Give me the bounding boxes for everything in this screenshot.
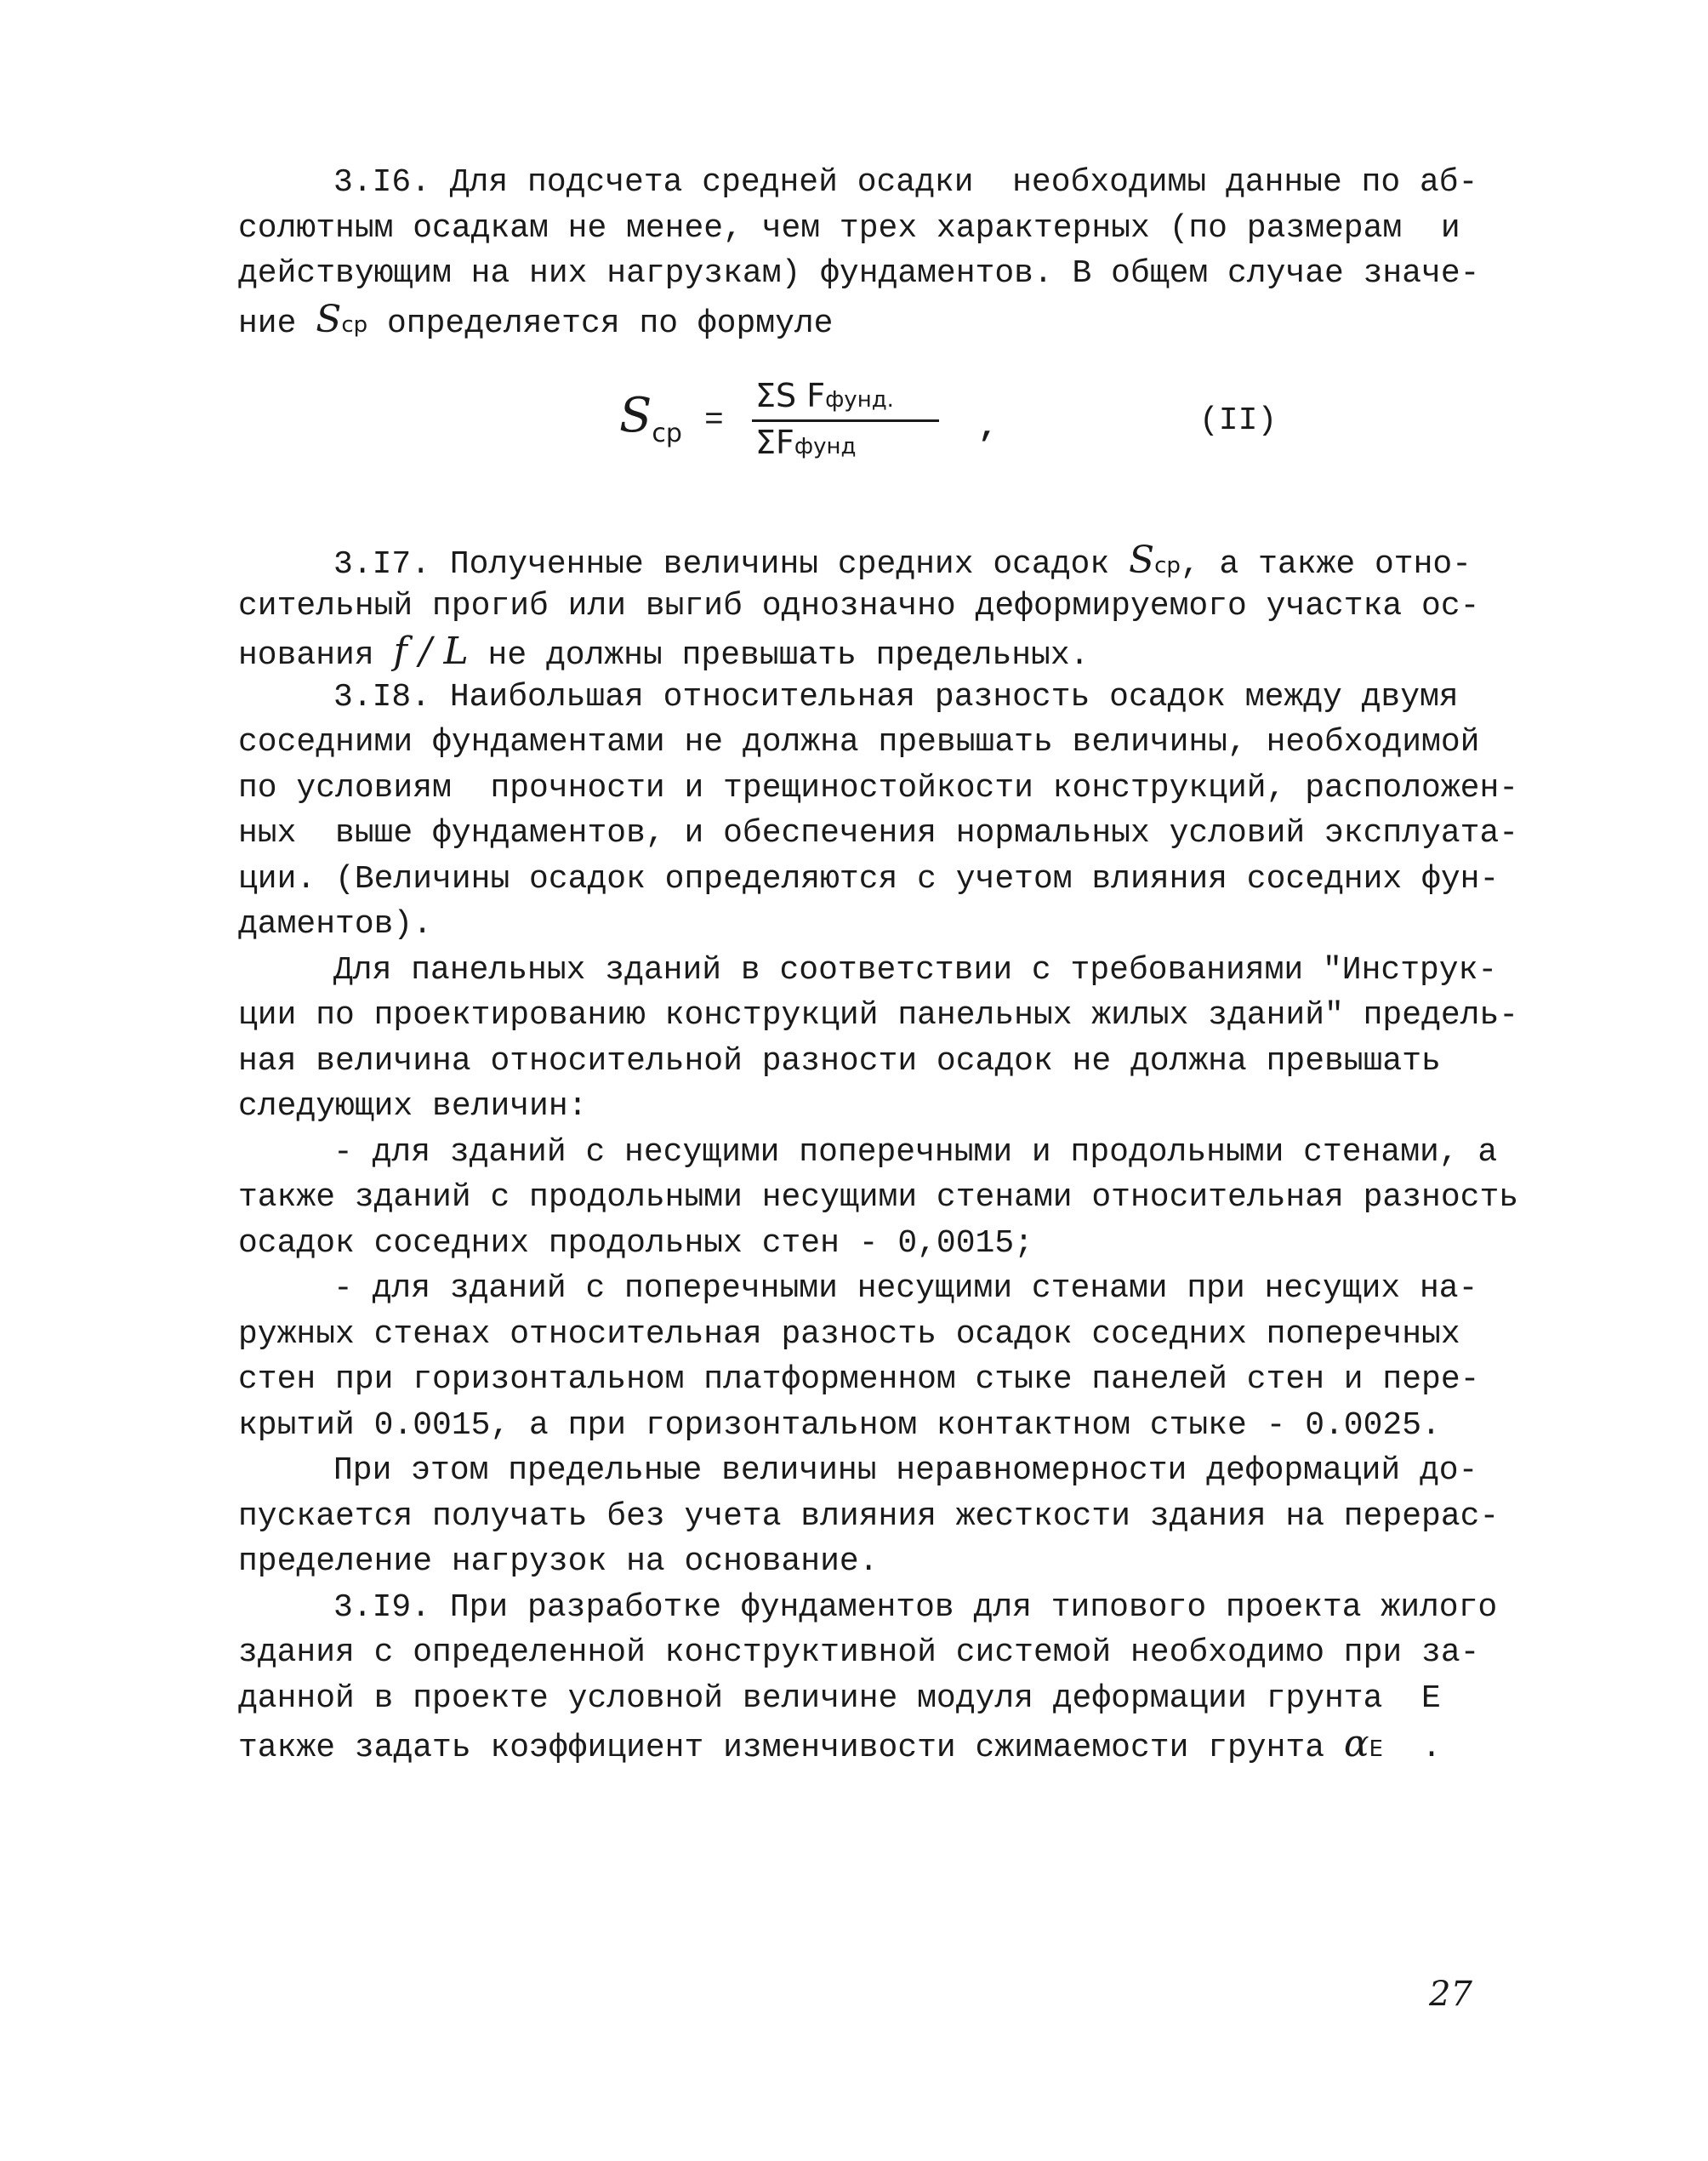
paragraph-limit-line-2: пускается получать без учета влияния жесткости здания на перерас- bbox=[238, 1497, 1500, 1535]
bullet-1-line-3: осадок соседних продольных стен - 0,0015; bbox=[238, 1224, 1033, 1262]
paragraph-3-18-line-2: соседними фундаментами не должна превышать величины, необходимой bbox=[238, 724, 1480, 761]
alpha-e-symbol bbox=[1344, 1722, 1383, 1765]
scp-subscript: ср bbox=[341, 311, 368, 338]
text-fragment: также задать коэффициент изменчивости сжимаемости грунта bbox=[238, 1730, 1344, 1766]
text-fragment: ние bbox=[238, 305, 316, 342]
paragraph-panel-line-3: ная величина относительной разности осадок не должна превышать bbox=[238, 1042, 1441, 1080]
text-fragment: . bbox=[1382, 1730, 1442, 1766]
text-fragment: , а также отно- bbox=[1180, 546, 1472, 583]
formula-II bbox=[238, 371, 1514, 499]
text-fragment: нования bbox=[238, 637, 394, 674]
text-body bbox=[238, 160, 1519, 1767]
paragraph-panel-line-2: ции по проектированию конструкций панельных жилых зданий" предель- bbox=[238, 997, 1519, 1034]
formula-denominator-subscript: фунд bbox=[794, 434, 857, 459]
alpha-subscript: E bbox=[1369, 1736, 1383, 1762]
formula-denominator-text: ΣF bbox=[755, 424, 794, 461]
paragraph-3-17-line-2: сительный прогиб или выгиб однозначно деформируемого участка ос- bbox=[238, 587, 1480, 624]
text-fragment: определяется по формуле bbox=[367, 305, 834, 342]
fl-symbol: f / L bbox=[393, 630, 469, 673]
scp-letter: S bbox=[316, 297, 342, 341]
text-fragment: 3.I7. Полученные величины средних осадок bbox=[333, 546, 1129, 583]
text-fragment: не должны превышать предельных. bbox=[468, 637, 1090, 674]
bullet-2-line-4: крытий 0.0015, а при горизонтальном контактном стыке - 0.0025. bbox=[238, 1406, 1441, 1444]
scp-symbol bbox=[1129, 539, 1181, 582]
paragraph-3-16-line-2: солютным осадкам не менее, чем трех характерных (по размерам и bbox=[238, 209, 1460, 247]
page-number: 27 bbox=[1429, 1975, 1472, 2014]
formula-numerator-subscript: фунд. bbox=[825, 387, 894, 413]
formula-lhs-subscript: ср bbox=[652, 419, 682, 449]
paragraph-3-16-line-4 bbox=[238, 297, 1514, 343]
paragraph-3-19-line-4 bbox=[238, 1721, 1514, 1767]
bullet-1-line-1: - для зданий с несущими поперечными и продольными стенами, а bbox=[333, 1133, 1498, 1171]
alpha-letter: α bbox=[1343, 1722, 1369, 1765]
paragraph-3-17-line-3 bbox=[238, 629, 1514, 675]
paragraph-panel-line-4: следующих величин: bbox=[238, 1088, 588, 1125]
paragraph-3-19-line-2: здания с определенной конструктивной системой необходимо при за- bbox=[238, 1634, 1480, 1671]
formula-comma: , bbox=[978, 409, 998, 446]
formula-numerator-text: ΣS F bbox=[755, 377, 826, 414]
scp-subscript: ср bbox=[1154, 553, 1181, 579]
bullet-1-line-2: также зданий с продольными несущими стенами относительная разность bbox=[238, 1179, 1519, 1216]
formula-lhs bbox=[619, 388, 682, 457]
paragraph-3-17-line-1 bbox=[238, 538, 1514, 584]
paragraph-3-18-line-6: даментов). bbox=[238, 906, 433, 943]
paragraph-3-19-line-1: 3.I9. При разработке фундаментов для типового проекта жилого bbox=[333, 1588, 1498, 1626]
formula-fraction bbox=[752, 376, 939, 467]
paragraph-3-16-line-3: действующим на них нагрузкам) фундаментов. В общем случае значе- bbox=[238, 255, 1480, 292]
formula-denominator bbox=[752, 422, 939, 467]
paragraph-3-16-line-1: 3.I6. Для подсчета средней осадки необходимы данные по аб- bbox=[333, 164, 1478, 201]
bullet-2-line-1: - для зданий с поперечными несущими стенами при несущих на- bbox=[333, 1270, 1478, 1307]
paragraph-limit-line-3: пределение нагрузок на основание. bbox=[238, 1543, 879, 1580]
paragraph-panel-line-1: Для панельных зданий в соответствии с требованиями "Инструк- bbox=[333, 951, 1498, 989]
paragraph-3-19-line-3: данной в проекте условной величине модуля деформации грунта E bbox=[238, 1679, 1441, 1717]
formula-equals: = bbox=[704, 402, 724, 439]
scp-letter: S bbox=[1128, 539, 1155, 582]
bullet-2-line-2: ружных стенах относительная разность осадок соседних поперечных bbox=[238, 1315, 1460, 1353]
paragraph-3-18-line-5: ции. (Величины осадок определяются с учетом влияния соседних фун- bbox=[238, 860, 1500, 898]
paragraph-3-18-line-4: ных выше фундаментов, и обеспечения нормальных условий эксплуата- bbox=[238, 815, 1519, 852]
paragraph-limit-line-1: При этом предельные величины неравномерности деформаций до- bbox=[333, 1452, 1478, 1489]
scp-symbol bbox=[316, 298, 367, 341]
bullet-2-line-3: стен при горизонтальном платформенном стыке панелей стен и пере- bbox=[238, 1361, 1480, 1398]
formula-number: (II) bbox=[1199, 402, 1278, 439]
formula-numerator bbox=[752, 376, 939, 422]
paragraph-3-18-line-3: по условиям прочности и трещиностойкости конструкций, расположен- bbox=[238, 769, 1519, 807]
formula-lhs-letter: S bbox=[619, 388, 652, 443]
paragraph-3-18-line-1: 3.I8. Наибольшая относительная разность осадок между двумя bbox=[333, 678, 1459, 716]
